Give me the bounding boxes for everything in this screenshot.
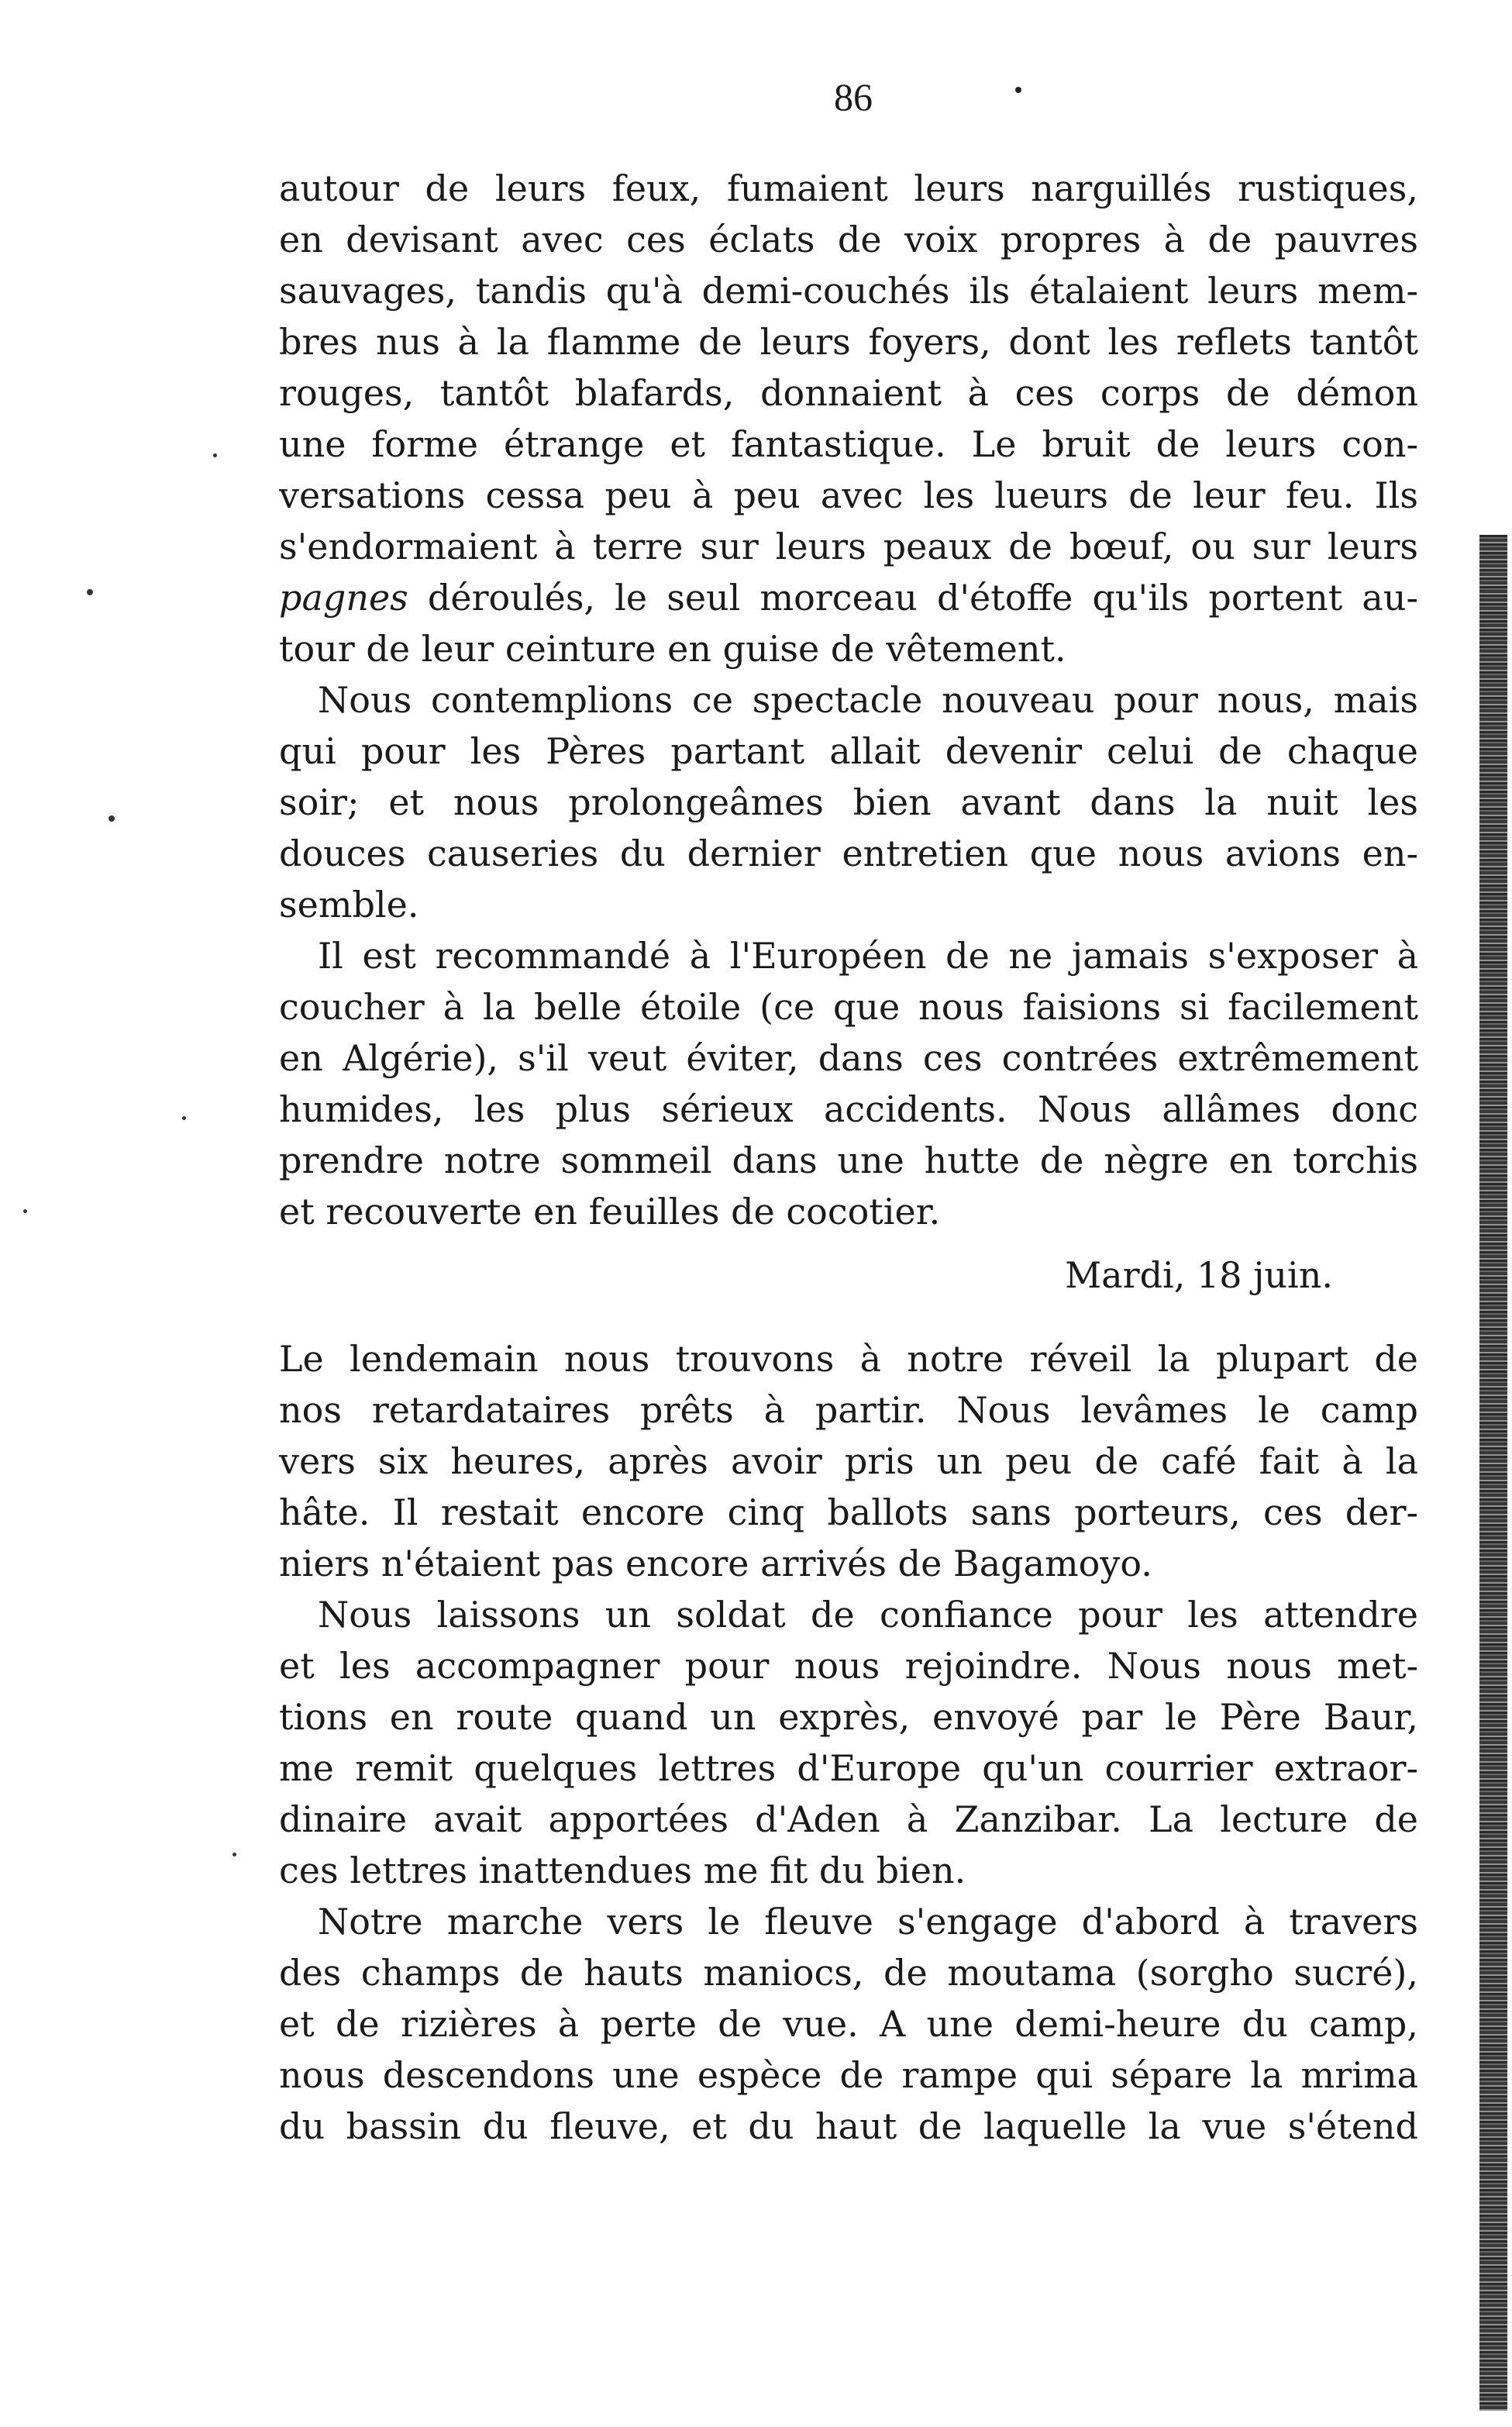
- text-line: douces causeries du dernier entretien que nous avions en-: [279, 833, 1418, 874]
- scan-speck: [108, 815, 115, 822]
- text-line: hâte. Il restait encore cinq ballots sans porteurs, ces der-: [279, 1491, 1418, 1533]
- text-line: soir; et nous prolongeâmes bien avant dans la nuit les: [279, 781, 1418, 823]
- text-line: rouges, tantôt blafards, donnaient à ces corps de démon: [279, 372, 1418, 414]
- text-line: en Algérie), s'il veut éviter, dans ces contrées extrêmement: [279, 1037, 1418, 1079]
- text-line: tour de leur ceinture en guise de vêtement.: [279, 628, 1066, 670]
- text-line: et recouverte en feuilles de cocotier.: [279, 1191, 941, 1232]
- paragraph: [279, 1896, 1418, 2152]
- text-line: prendre notre sommeil dans une hutte de nègre en torchis: [279, 1139, 1418, 1181]
- text-line: vers six heures, après avoir pris un peu de café fait à la: [279, 1440, 1418, 1482]
- text-line: tions en route quand un exprès, envoyé par le Père Baur,: [279, 1696, 1418, 1738]
- paragraph: [279, 1333, 1418, 1589]
- text-line: coucher à la belle étoile (ce que nous faisions si facilement: [279, 986, 1418, 1028]
- text-line: autour de leurs feux, fumaient leurs narguillés rustiques,: [279, 167, 1418, 209]
- scan-speck: [23, 1209, 27, 1213]
- text-line: Le lendemain nous trouvons à notre réveil la plupart de: [279, 1338, 1418, 1380]
- text-line: Nous contemplions ce spectacle nouveau pour nous, mais: [318, 679, 1418, 721]
- text-line: et de rizières à perte de vue. A une demi-heure du camp,: [279, 2003, 1418, 2045]
- text-line: pagnes déroulés, le seul morceau d'étoffe qu'ils portent au-: [279, 577, 1418, 619]
- text-line: ces lettres inattendues me fit du bien.: [279, 1850, 966, 1891]
- text-line: Notre marche vers le fleuve s'engage d'abord à travers: [318, 1901, 1418, 1943]
- paragraph: [279, 163, 1418, 674]
- text-line: Il est recommandé à l'Européen de ne jamais s'exposer à: [318, 935, 1418, 977]
- scan-edge-noise: [1479, 535, 1507, 2411]
- scan-speck: [232, 1853, 236, 1856]
- paragraph: [279, 674, 1418, 930]
- page-number: 86: [834, 75, 873, 119]
- text-line: une forme étrange et fantastique. Le bruit de leurs con-: [279, 423, 1418, 465]
- paragraph: [279, 1589, 1418, 1896]
- text-line: Nous laissons un soldat de confiance pour les attendre: [318, 1594, 1418, 1636]
- text-line: nous descendons une espèce de rampe qui sépare la mrima: [279, 2054, 1418, 2096]
- scan-speck: [87, 589, 93, 595]
- text-line: et les accompagner pour nous rejoindre. Nous nous met-: [279, 1645, 1418, 1687]
- date-heading: Mardi, 18 juin.: [1065, 1254, 1333, 1296]
- text-line: en devisant avec ces éclats de voix propres à de pauvres: [279, 219, 1418, 260]
- text-line: sauvages, tandis qu'à demi-couchés ils étalaient leurs mem-: [279, 270, 1418, 312]
- text-line: des champs de hauts maniocs, de moutama (sorgho sucré),: [279, 1952, 1418, 1994]
- text-line: qui pour les Pères partant allait devenir celui de chaque: [279, 730, 1418, 772]
- text-line: versations cessa peu à peu avec les lueurs de leur feu. Ils: [279, 474, 1418, 516]
- scan-speck: [213, 453, 217, 457]
- scan-speck: [182, 1116, 186, 1120]
- page-number-mark: [1015, 87, 1021, 93]
- body-text: [279, 163, 1418, 2152]
- paragraph: [279, 930, 1418, 1237]
- text-line: niers n'étaient pas encore arrivés de Bagamoyo.: [279, 1543, 1152, 1584]
- text-line: s'endormaient à terre sur leurs peaux de bœuf, ou sur leurs: [279, 526, 1418, 567]
- text-line: du bassin du fleuve, et du haut de laquelle la vue s'étend: [279, 2105, 1418, 2147]
- text-line: dinaire avait apportées d'Aden à Zanzibar. La lecture de: [279, 1798, 1418, 1840]
- text-line: bres nus à la flamme de leurs foyers, dont les reflets tantôt: [279, 321, 1418, 363]
- text-line: me remit quelques lettres d'Europe qu'un courrier extraor-: [279, 1747, 1418, 1789]
- text-line: nos retardataires prêts à partir. Nous levâmes le camp: [279, 1389, 1418, 1431]
- text-line: semble.: [279, 884, 419, 926]
- text-line: humides, les plus sérieux accidents. Nous allâmes donc: [279, 1088, 1418, 1130]
